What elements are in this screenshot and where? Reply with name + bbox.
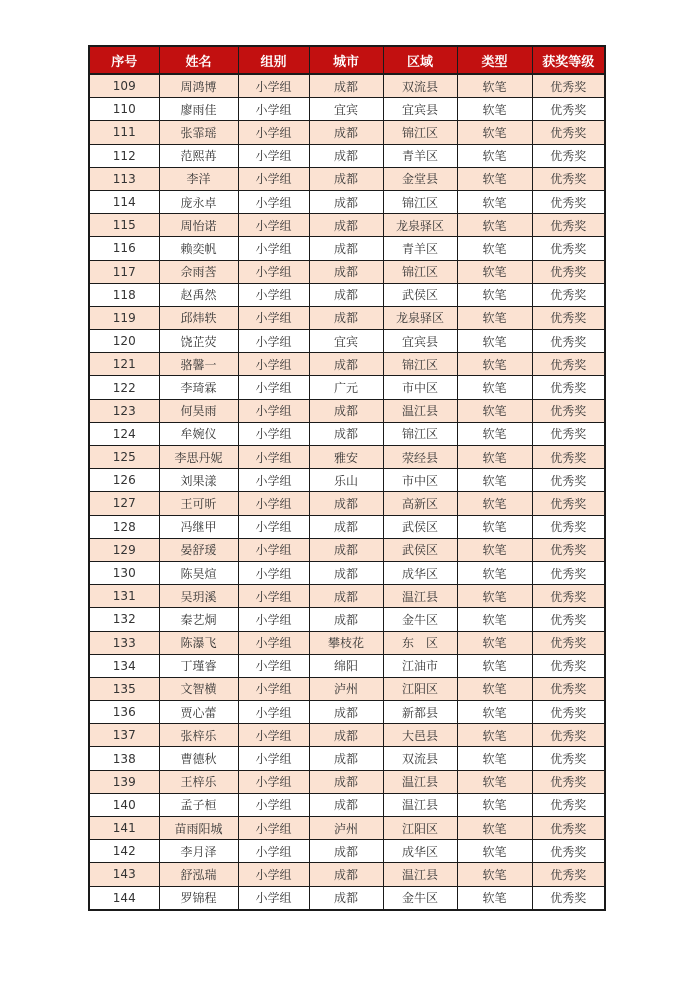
cell-award-level: 优秀奖 [532, 306, 605, 329]
cell-serial: 116 [89, 237, 159, 260]
cell-serial: 120 [89, 330, 159, 353]
cell-city: 成都 [309, 701, 383, 724]
cell-city: 成都 [309, 724, 383, 747]
table-header-row [89, 46, 605, 74]
cell-city: 成都 [309, 863, 383, 886]
cell-type: 软笔 [457, 817, 532, 840]
cell-award-level: 优秀奖 [532, 770, 605, 793]
cell-district: 宜宾县 [383, 330, 457, 353]
cell-award-level: 优秀奖 [532, 585, 605, 608]
cell-district: 宜宾县 [383, 98, 457, 121]
cell-award-level: 优秀奖 [532, 608, 605, 631]
cell-name: 李洋 [159, 167, 238, 190]
cell-city: 宜宾 [309, 330, 383, 353]
cell-city: 成都 [309, 515, 383, 538]
cell-district: 锦江区 [383, 121, 457, 144]
cell-group: 小学组 [238, 260, 309, 283]
cell-name: 晏舒瑗 [159, 538, 238, 561]
cell-city: 成都 [309, 840, 383, 863]
cell-type: 软笔 [457, 353, 532, 376]
cell-serial: 139 [89, 770, 159, 793]
cell-district: 锦江区 [383, 422, 457, 445]
cell-type: 软笔 [457, 886, 532, 910]
cell-group: 小学组 [238, 330, 309, 353]
cell-city: 雅安 [309, 446, 383, 469]
cell-award-level: 优秀奖 [532, 190, 605, 213]
cell-award-level: 优秀奖 [532, 167, 605, 190]
cell-district: 锦江区 [383, 260, 457, 283]
cell-city: 泸州 [309, 677, 383, 700]
cell-type: 软笔 [457, 98, 532, 121]
cell-serial: 122 [89, 376, 159, 399]
cell-award-level: 优秀奖 [532, 260, 605, 283]
cell-name: 周怡诺 [159, 214, 238, 237]
cell-award-level: 优秀奖 [532, 515, 605, 538]
cell-award-level: 优秀奖 [532, 840, 605, 863]
cell-district: 市中区 [383, 469, 457, 492]
table-row [89, 654, 605, 677]
cell-name: 舒泓瑞 [159, 863, 238, 886]
cell-group: 小学组 [238, 353, 309, 376]
cell-award-level: 优秀奖 [532, 121, 605, 144]
cell-district: 双流县 [383, 747, 457, 770]
cell-city: 成都 [309, 561, 383, 584]
cell-name: 吴玥溪 [159, 585, 238, 608]
cell-city: 成都 [309, 214, 383, 237]
cell-serial: 110 [89, 98, 159, 121]
cell-name: 刘果漾 [159, 469, 238, 492]
cell-city: 成都 [309, 283, 383, 306]
cell-city: 成都 [309, 190, 383, 213]
cell-group: 小学组 [238, 561, 309, 584]
cell-serial: 143 [89, 863, 159, 886]
cell-serial: 140 [89, 793, 159, 816]
table-row [89, 214, 605, 237]
cell-name: 贾心蕾 [159, 701, 238, 724]
table-row [89, 585, 605, 608]
cell-serial: 115 [89, 214, 159, 237]
cell-group: 小学组 [238, 585, 309, 608]
cell-type: 软笔 [457, 608, 532, 631]
cell-city: 成都 [309, 492, 383, 515]
cell-serial: 131 [89, 585, 159, 608]
cell-serial: 111 [89, 121, 159, 144]
table-row [89, 376, 605, 399]
column-header-city: 城市 [309, 46, 383, 74]
cell-district: 温江县 [383, 585, 457, 608]
cell-type: 软笔 [457, 585, 532, 608]
cell-name: 赖奕帆 [159, 237, 238, 260]
cell-type: 软笔 [457, 631, 532, 654]
cell-city: 成都 [309, 747, 383, 770]
cell-group: 小学组 [238, 121, 309, 144]
cell-city: 广元 [309, 376, 383, 399]
cell-name: 牟婉仪 [159, 422, 238, 445]
table-row [89, 399, 605, 422]
cell-district: 双流县 [383, 74, 457, 98]
cell-district: 荥经县 [383, 446, 457, 469]
cell-name: 王梓乐 [159, 770, 238, 793]
cell-district: 高新区 [383, 492, 457, 515]
cell-serial: 121 [89, 353, 159, 376]
cell-name: 秦艺烔 [159, 608, 238, 631]
cell-district: 江油市 [383, 654, 457, 677]
cell-serial: 130 [89, 561, 159, 584]
cell-group: 小学组 [238, 376, 309, 399]
cell-group: 小学组 [238, 747, 309, 770]
cell-type: 软笔 [457, 330, 532, 353]
cell-type: 软笔 [457, 840, 532, 863]
table-row [89, 144, 605, 167]
table-row [89, 306, 605, 329]
cell-group: 小学组 [238, 515, 309, 538]
cell-type: 软笔 [457, 492, 532, 515]
cell-serial: 118 [89, 283, 159, 306]
cell-award-level: 优秀奖 [532, 98, 605, 121]
cell-city: 乐山 [309, 469, 383, 492]
table-row [89, 608, 605, 631]
cell-award-level: 优秀奖 [532, 886, 605, 910]
table-row [89, 631, 605, 654]
cell-group: 小学组 [238, 469, 309, 492]
cell-name: 冯继甲 [159, 515, 238, 538]
cell-city: 成都 [309, 399, 383, 422]
cell-group: 小学组 [238, 538, 309, 561]
cell-type: 软笔 [457, 770, 532, 793]
table-row [89, 770, 605, 793]
cell-district: 金堂县 [383, 167, 457, 190]
cell-type: 软笔 [457, 283, 532, 306]
cell-group: 小学组 [238, 214, 309, 237]
cell-group: 小学组 [238, 840, 309, 863]
table-row [89, 840, 605, 863]
cell-group: 小学组 [238, 863, 309, 886]
cell-award-level: 优秀奖 [532, 399, 605, 422]
table-row [89, 330, 605, 353]
table-row [89, 446, 605, 469]
cell-group: 小学组 [238, 167, 309, 190]
cell-serial: 123 [89, 399, 159, 422]
cell-city: 成都 [309, 167, 383, 190]
cell-type: 软笔 [457, 306, 532, 329]
table-body [89, 74, 605, 910]
cell-name: 佘雨莟 [159, 260, 238, 283]
cell-type: 软笔 [457, 190, 532, 213]
cell-award-level: 优秀奖 [532, 793, 605, 816]
cell-district: 温江县 [383, 863, 457, 886]
cell-award-level: 优秀奖 [532, 144, 605, 167]
cell-district: 成华区 [383, 840, 457, 863]
cell-group: 小学组 [238, 677, 309, 700]
cell-name: 文智横 [159, 677, 238, 700]
cell-award-level: 优秀奖 [532, 237, 605, 260]
cell-name: 庞永卓 [159, 190, 238, 213]
cell-group: 小学组 [238, 817, 309, 840]
cell-city: 绵阳 [309, 654, 383, 677]
cell-award-level: 优秀奖 [532, 492, 605, 515]
cell-award-level: 优秀奖 [532, 283, 605, 306]
cell-type: 软笔 [457, 654, 532, 677]
cell-city: 泸州 [309, 817, 383, 840]
cell-city: 成都 [309, 74, 383, 98]
table-row [89, 538, 605, 561]
cell-district: 温江县 [383, 770, 457, 793]
cell-city: 成都 [309, 237, 383, 260]
cell-serial: 134 [89, 654, 159, 677]
cell-group: 小学组 [238, 724, 309, 747]
cell-district: 东 区 [383, 631, 457, 654]
cell-type: 软笔 [457, 724, 532, 747]
cell-serial: 142 [89, 840, 159, 863]
cell-name: 骆馨一 [159, 353, 238, 376]
cell-serial: 117 [89, 260, 159, 283]
cell-district: 江阳区 [383, 817, 457, 840]
cell-district: 温江县 [383, 399, 457, 422]
column-header-name: 姓名 [159, 46, 238, 74]
cell-serial: 135 [89, 677, 159, 700]
cell-name: 王可昕 [159, 492, 238, 515]
cell-serial: 136 [89, 701, 159, 724]
cell-name: 陈瀑飞 [159, 631, 238, 654]
cell-award-level: 优秀奖 [532, 422, 605, 445]
cell-award-level: 优秀奖 [532, 446, 605, 469]
column-header-award-level: 获奖等级 [532, 46, 605, 74]
cell-city: 成都 [309, 793, 383, 816]
cell-serial: 125 [89, 446, 159, 469]
cell-serial: 141 [89, 817, 159, 840]
table-row [89, 469, 605, 492]
column-header-district: 区域 [383, 46, 457, 74]
table-row [89, 701, 605, 724]
cell-award-level: 优秀奖 [532, 677, 605, 700]
award-results-table [88, 45, 606, 911]
cell-district: 武侯区 [383, 515, 457, 538]
table-row [89, 353, 605, 376]
cell-city: 成都 [309, 886, 383, 910]
table-row [89, 863, 605, 886]
table-row [89, 677, 605, 700]
cell-type: 软笔 [457, 793, 532, 816]
cell-award-level: 优秀奖 [532, 817, 605, 840]
table-row [89, 724, 605, 747]
cell-type: 软笔 [457, 469, 532, 492]
cell-district: 锦江区 [383, 353, 457, 376]
cell-district: 金牛区 [383, 886, 457, 910]
cell-type: 软笔 [457, 561, 532, 584]
cell-name: 赵禹然 [159, 283, 238, 306]
cell-name: 邱炜轶 [159, 306, 238, 329]
cell-serial: 138 [89, 747, 159, 770]
cell-city: 成都 [309, 608, 383, 631]
cell-award-level: 优秀奖 [532, 330, 605, 353]
cell-award-level: 优秀奖 [532, 747, 605, 770]
cell-city: 成都 [309, 353, 383, 376]
cell-award-level: 优秀奖 [532, 376, 605, 399]
cell-district: 市中区 [383, 376, 457, 399]
cell-group: 小学组 [238, 770, 309, 793]
cell-type: 软笔 [457, 399, 532, 422]
table-row [89, 237, 605, 260]
cell-district: 龙泉驿区 [383, 214, 457, 237]
cell-type: 软笔 [457, 121, 532, 144]
table-row [89, 886, 605, 910]
cell-type: 软笔 [457, 701, 532, 724]
cell-district: 成华区 [383, 561, 457, 584]
cell-name: 孟子桓 [159, 793, 238, 816]
cell-name: 丁瑾睿 [159, 654, 238, 677]
cell-serial: 133 [89, 631, 159, 654]
table-row [89, 747, 605, 770]
cell-district: 武侯区 [383, 283, 457, 306]
table-row [89, 260, 605, 283]
cell-type: 软笔 [457, 538, 532, 561]
cell-name: 曹德秋 [159, 747, 238, 770]
cell-serial: 109 [89, 74, 159, 98]
cell-city: 成都 [309, 144, 383, 167]
cell-serial: 129 [89, 538, 159, 561]
cell-name: 罗锦程 [159, 886, 238, 910]
cell-serial: 113 [89, 167, 159, 190]
cell-type: 软笔 [457, 863, 532, 886]
cell-award-level: 优秀奖 [532, 863, 605, 886]
cell-district: 青羊区 [383, 237, 457, 260]
cell-group: 小学组 [238, 399, 309, 422]
cell-name: 李思丹妮 [159, 446, 238, 469]
cell-group: 小学组 [238, 608, 309, 631]
column-header-serial: 序号 [89, 46, 159, 74]
table-row [89, 98, 605, 121]
cell-award-level: 优秀奖 [532, 724, 605, 747]
cell-group: 小学组 [238, 701, 309, 724]
cell-serial: 137 [89, 724, 159, 747]
table-row [89, 74, 605, 98]
cell-group: 小学组 [238, 631, 309, 654]
cell-name: 何昊雨 [159, 399, 238, 422]
cell-city: 成都 [309, 538, 383, 561]
cell-name: 李琦霖 [159, 376, 238, 399]
cell-city: 成都 [309, 306, 383, 329]
cell-name: 苗雨阳城 [159, 817, 238, 840]
cell-city: 成都 [309, 260, 383, 283]
table-row [89, 190, 605, 213]
cell-city: 成都 [309, 422, 383, 445]
cell-district: 江阳区 [383, 677, 457, 700]
cell-name: 周鸿博 [159, 74, 238, 98]
cell-award-level: 优秀奖 [532, 469, 605, 492]
cell-name: 陈昊煊 [159, 561, 238, 584]
cell-district: 锦江区 [383, 190, 457, 213]
cell-district: 新都县 [383, 701, 457, 724]
cell-group: 小学组 [238, 422, 309, 445]
cell-serial: 128 [89, 515, 159, 538]
cell-district: 龙泉驿区 [383, 306, 457, 329]
cell-group: 小学组 [238, 886, 309, 910]
cell-group: 小学组 [238, 190, 309, 213]
cell-serial: 132 [89, 608, 159, 631]
cell-group: 小学组 [238, 98, 309, 121]
cell-award-level: 优秀奖 [532, 631, 605, 654]
cell-serial: 114 [89, 190, 159, 213]
cell-award-level: 优秀奖 [532, 214, 605, 237]
cell-group: 小学组 [238, 492, 309, 515]
cell-type: 软笔 [457, 446, 532, 469]
cell-type: 软笔 [457, 260, 532, 283]
cell-type: 软笔 [457, 515, 532, 538]
cell-type: 软笔 [457, 74, 532, 98]
cell-city: 成都 [309, 585, 383, 608]
cell-serial: 127 [89, 492, 159, 515]
table-row [89, 167, 605, 190]
cell-city: 成都 [309, 121, 383, 144]
cell-group: 小学组 [238, 74, 309, 98]
cell-type: 软笔 [457, 237, 532, 260]
cell-type: 软笔 [457, 144, 532, 167]
cell-group: 小学组 [238, 283, 309, 306]
cell-serial: 112 [89, 144, 159, 167]
cell-name: 张霏瑶 [159, 121, 238, 144]
cell-city: 攀枝花 [309, 631, 383, 654]
table-row [89, 283, 605, 306]
cell-name: 范熙苒 [159, 144, 238, 167]
cell-award-level: 优秀奖 [532, 701, 605, 724]
cell-name: 廖雨佳 [159, 98, 238, 121]
cell-award-level: 优秀奖 [532, 561, 605, 584]
table-row [89, 422, 605, 445]
cell-type: 软笔 [457, 167, 532, 190]
cell-award-level: 优秀奖 [532, 654, 605, 677]
cell-serial: 126 [89, 469, 159, 492]
table-row [89, 793, 605, 816]
cell-type: 软笔 [457, 677, 532, 700]
column-header-type: 类型 [457, 46, 532, 74]
cell-city: 宜宾 [309, 98, 383, 121]
table-row [89, 121, 605, 144]
cell-group: 小学组 [238, 654, 309, 677]
cell-district: 青羊区 [383, 144, 457, 167]
table-row [89, 492, 605, 515]
cell-city: 成都 [309, 770, 383, 793]
cell-serial: 144 [89, 886, 159, 910]
cell-serial: 119 [89, 306, 159, 329]
table-row [89, 561, 605, 584]
cell-name: 饶芷荧 [159, 330, 238, 353]
cell-group: 小学组 [238, 237, 309, 260]
cell-name: 李月泽 [159, 840, 238, 863]
cell-name: 张梓乐 [159, 724, 238, 747]
table-row [89, 515, 605, 538]
table-row [89, 817, 605, 840]
cell-award-level: 优秀奖 [532, 74, 605, 98]
cell-award-level: 优秀奖 [532, 353, 605, 376]
cell-group: 小学组 [238, 446, 309, 469]
cell-district: 金牛区 [383, 608, 457, 631]
cell-type: 软笔 [457, 214, 532, 237]
column-header-group: 组别 [238, 46, 309, 74]
cell-type: 软笔 [457, 376, 532, 399]
cell-serial: 124 [89, 422, 159, 445]
cell-type: 软笔 [457, 422, 532, 445]
cell-group: 小学组 [238, 306, 309, 329]
cell-district: 大邑县 [383, 724, 457, 747]
cell-group: 小学组 [238, 793, 309, 816]
cell-type: 软笔 [457, 747, 532, 770]
cell-district: 武侯区 [383, 538, 457, 561]
cell-award-level: 优秀奖 [532, 538, 605, 561]
cell-district: 温江县 [383, 793, 457, 816]
cell-group: 小学组 [238, 144, 309, 167]
